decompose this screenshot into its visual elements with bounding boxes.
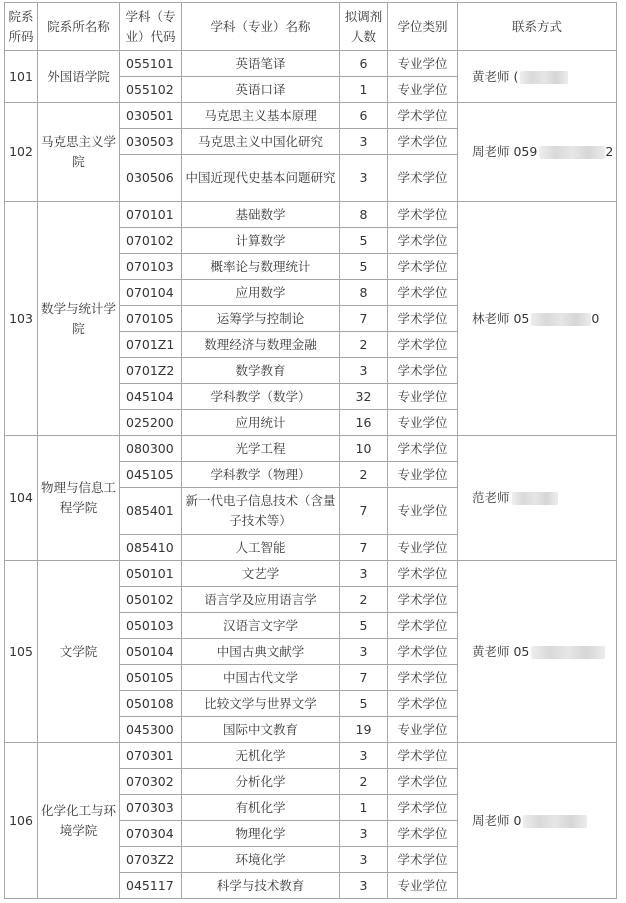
quota-cell: 5 [340,254,388,280]
table-row [5,561,617,587]
dept-name-cell: 化学化工与环境学院 [38,743,120,899]
quota-cell: 7 [340,665,388,691]
subject-code-cell: 070102 [120,228,182,254]
degree-type-cell: 学术学位 [388,587,458,613]
header-quota: 拟调剂人数 [340,3,388,51]
quota-cell: 8 [340,202,388,228]
subject-name-cell: 计算数学 [182,228,340,254]
contact-text: 范老师 [472,490,510,505]
subject-code-cell: 070301 [120,743,182,769]
subject-name-cell: 数理经济与数理金融 [182,332,340,358]
subject-code-cell: 045300 [120,717,182,743]
degree-type-cell: 专业学位 [388,462,458,488]
quota-cell: 1 [340,77,388,103]
subject-name-cell: 光学工程 [182,436,340,462]
degree-type-cell: 学术学位 [388,436,458,462]
degree-type-cell: 学术学位 [388,202,458,228]
degree-type-cell: 学术学位 [388,795,458,821]
subject-code-cell: 030506 [120,155,182,202]
subject-code-cell: 050102 [120,587,182,613]
dept-code-cell: 103 [5,202,38,436]
degree-type-cell: 学术学位 [388,358,458,384]
contact-cell [458,561,617,743]
subject-code-cell: 025200 [120,410,182,436]
degree-type-cell: 专业学位 [388,384,458,410]
degree-type-cell: 学术学位 [388,228,458,254]
subject-name-cell: 语言学及应用语言学 [182,587,340,613]
subject-name-cell: 运筹学与控制论 [182,306,340,332]
degree-type-cell: 学术学位 [388,332,458,358]
quota-cell: 1 [340,795,388,821]
subject-name-cell: 学科教学（数学） [182,384,340,410]
quota-cell: 5 [340,228,388,254]
redacted-phone-mask [531,313,591,326]
quota-cell: 5 [340,691,388,717]
degree-type-cell: 学术学位 [388,155,458,202]
quota-cell: 2 [340,769,388,795]
quota-cell: 2 [340,462,388,488]
quota-cell: 6 [340,103,388,129]
dept-code-cell: 101 [5,51,38,103]
subject-name-cell: 新一代电子信息技术（含量子技术等） [182,488,340,535]
subject-code-cell: 050101 [120,561,182,587]
quota-cell: 3 [340,847,388,873]
redacted-phone-mask [539,146,605,159]
subject-code-cell: 045104 [120,384,182,410]
table-row [5,51,617,77]
subject-name-cell: 无机化学 [182,743,340,769]
quota-cell: 32 [340,384,388,410]
subject-name-cell: 环境化学 [182,847,340,873]
subject-code-cell: 070105 [120,306,182,332]
quota-cell: 7 [340,535,388,561]
redacted-phone-mask [520,71,568,84]
subject-code-cell: 085410 [120,535,182,561]
table-row [5,743,617,769]
quota-cell: 7 [340,488,388,535]
subject-code-cell: 070104 [120,280,182,306]
table-row [5,103,617,129]
quota-cell: 6 [340,51,388,77]
contact-tail-text: 2 [605,144,614,159]
quota-cell: 3 [340,821,388,847]
contact-tail-text: 0 [591,310,600,326]
subject-name-cell: 马克思主义中国化研究 [182,129,340,155]
subject-code-cell: 050104 [120,639,182,665]
degree-type-cell: 学术学位 [388,103,458,129]
header-dept-name: 院系所名称 [38,3,120,51]
quota-cell: 5 [340,613,388,639]
subject-name-cell: 学科教学（物理） [182,462,340,488]
degree-type-cell: 学术学位 [388,129,458,155]
redacted-phone-mask [531,646,605,659]
dept-code-cell: 104 [5,436,38,561]
subject-name-cell: 物理化学 [182,821,340,847]
subject-name-cell: 比较文学与世界文学 [182,691,340,717]
quota-cell: 19 [340,717,388,743]
degree-type-cell: 学术学位 [388,769,458,795]
dept-name-cell: 文学院 [38,561,120,743]
degree-type-cell: 学术学位 [388,280,458,306]
quota-cell: 3 [340,873,388,899]
subject-code-cell: 045105 [120,462,182,488]
degree-type-cell: 学术学位 [388,561,458,587]
subject-name-cell: 应用数学 [182,280,340,306]
contact-text: 周老师 0 [472,812,522,828]
subject-name-cell: 应用统计 [182,410,340,436]
contact-text: 黄老师 ( [472,68,519,84]
degree-type-cell: 专业学位 [388,488,458,535]
dept-code-cell: 105 [5,561,38,743]
subject-name-cell: 分析化学 [182,769,340,795]
table-row [5,436,617,462]
header-contact: 联系方式 [458,3,617,51]
subject-code-cell: 070304 [120,821,182,847]
subject-name-cell: 概率论与数理统计 [182,254,340,280]
subject-code-cell: 070303 [120,795,182,821]
subject-code-cell: 070103 [120,254,182,280]
contact-text: 周老师 059 [472,144,538,159]
table-body [5,51,617,899]
quota-cell: 10 [340,436,388,462]
subject-code-cell: 055101 [120,51,182,77]
degree-type-cell: 学术学位 [388,847,458,873]
header-subject-name: 学科（专业）名称 [182,3,340,51]
degree-type-cell: 专业学位 [388,410,458,436]
quota-cell: 2 [340,332,388,358]
degree-type-cell: 学术学位 [388,821,458,847]
quota-cell: 16 [340,410,388,436]
subject-code-cell: 050108 [120,691,182,717]
subject-name-cell: 人工智能 [182,535,340,561]
contact-text: 林老师 05 [472,310,530,326]
contact-cell [458,103,617,202]
subject-code-cell: 0701Z2 [120,358,182,384]
dept-name-cell: 马克思主义学院 [38,103,120,202]
subject-code-cell: 030501 [120,103,182,129]
quota-cell: 3 [340,155,388,202]
degree-type-cell: 专业学位 [388,717,458,743]
quota-cell: 8 [340,280,388,306]
subject-name-cell: 英语笔译 [182,51,340,77]
subject-code-cell: 030503 [120,129,182,155]
quota-cell: 3 [340,743,388,769]
table-row [5,202,617,228]
subject-code-cell: 070302 [120,769,182,795]
redacted-phone-mask [523,815,587,828]
subject-name-cell: 英语口译 [182,77,340,103]
header-dept-code: 院系所码 [5,3,38,51]
degree-type-cell: 学术学位 [388,306,458,332]
header-degree-type: 学位类别 [388,3,458,51]
redacted-phone-mask [512,492,558,505]
contact-cell [458,51,617,103]
subject-code-cell: 050103 [120,613,182,639]
contact-cell [458,436,617,561]
dept-name-cell: 物理与信息工程学院 [38,436,120,561]
dept-name-cell: 数学与统计学院 [38,202,120,436]
subject-name-cell: 中国古典文献学 [182,639,340,665]
degree-type-cell: 专业学位 [388,535,458,561]
degree-type-cell: 专业学位 [388,873,458,899]
degree-type-cell: 学术学位 [388,254,458,280]
subject-name-cell: 文艺学 [182,561,340,587]
quota-cell: 3 [340,561,388,587]
subject-name-cell: 基础数学 [182,202,340,228]
degree-type-cell: 学术学位 [388,743,458,769]
subject-name-cell: 有机化学 [182,795,340,821]
subject-name-cell: 数学教育 [182,358,340,384]
contact-text: 黄老师 05 [472,643,530,659]
quota-cell: 2 [340,587,388,613]
subject-code-cell: 0701Z1 [120,332,182,358]
subject-code-cell: 050105 [120,665,182,691]
adjustment-table [4,2,617,899]
subject-name-cell: 科学与技术教育 [182,873,340,899]
subject-name-cell: 汉语言文字学 [182,613,340,639]
degree-type-cell: 学术学位 [388,665,458,691]
quota-cell: 3 [340,358,388,384]
header-subject-code: 学科（专业）代码 [120,3,182,51]
degree-type-cell: 学术学位 [388,691,458,717]
degree-type-cell: 专业学位 [388,77,458,103]
subject-code-cell: 0703Z2 [120,847,182,873]
subject-code-cell: 055102 [120,77,182,103]
degree-type-cell: 专业学位 [388,51,458,77]
subject-name-cell: 马克思主义基本原理 [182,103,340,129]
subject-name-cell: 中国近现代史基本问题研究 [182,155,340,202]
subject-code-cell: 045117 [120,873,182,899]
subject-code-cell: 070101 [120,202,182,228]
dept-code-cell: 102 [5,103,38,202]
contact-cell [458,202,617,436]
quota-cell: 3 [340,129,388,155]
quota-cell: 3 [340,639,388,665]
subject-code-cell: 080300 [120,436,182,462]
subject-name-cell: 国际中文教育 [182,717,340,743]
dept-code-cell: 106 [5,743,38,899]
degree-type-cell: 学术学位 [388,613,458,639]
subject-name-cell: 中国古代文学 [182,665,340,691]
contact-cell [458,743,617,899]
dept-name-cell: 外国语学院 [38,51,120,103]
subject-code-cell: 085401 [120,488,182,535]
degree-type-cell: 学术学位 [388,639,458,665]
header-row [5,3,617,51]
quota-cell: 7 [340,306,388,332]
